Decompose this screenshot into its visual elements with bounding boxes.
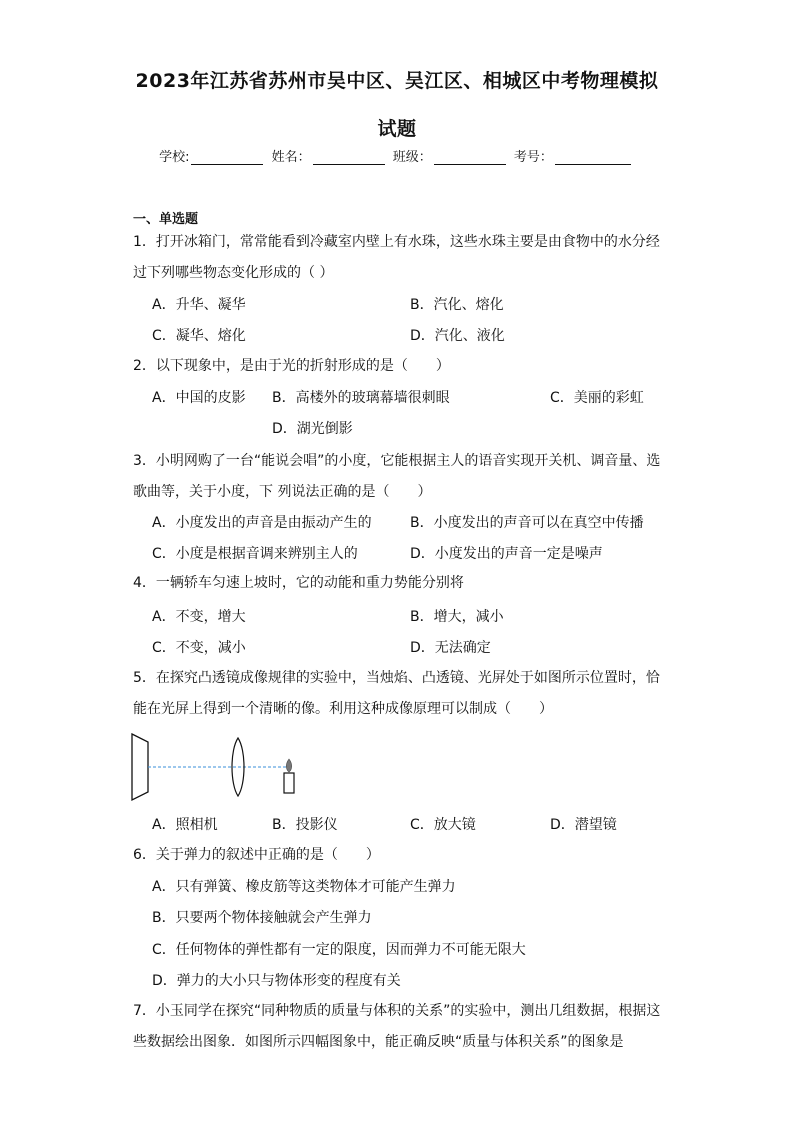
q4-option-d[interactable]: D．无法确定 [410, 640, 491, 656]
title-line-2: 试题 [377, 118, 417, 140]
question-5-stem: 5．在探究凸透镜成像规律的实验中，当烛焰、凸透镜、光屏处于如图所示位置时，恰能在光屏上得到一个清晰的像。利用这种成像原理可以制成（ ） [133, 670, 660, 717]
q2-option-b[interactable]: B．高楼外的玻璃幕墙很刺眼 [272, 390, 450, 406]
q5-option-b[interactable]: B．投影仪 [272, 817, 338, 833]
q5-option-a[interactable]: A．照相机 [152, 817, 218, 833]
student-info-row [0, 146, 794, 165]
school-blank[interactable] [191, 150, 263, 165]
question-3-stem: 3．小明网购了一台“能说会唱”的小度，它能根据主人的语音实现开关机、调音量、选歌曲等，关于小度，下 列说法正确的是（ ） [133, 453, 661, 500]
name-blank[interactable] [313, 150, 385, 165]
lens-experiment-figure [128, 728, 300, 802]
question-6-stem: 6．关于弹力的叙述中正确的是（ ） [133, 847, 380, 863]
q2-option-a[interactable]: A．中国的皮影 [152, 390, 246, 406]
number-blank[interactable] [555, 150, 631, 165]
q3-option-d[interactable]: D．小度发出的声音一定是噪声 [410, 546, 603, 562]
q3-option-a[interactable]: A．小度发出的声音是由振动产生的 [152, 515, 372, 531]
q6-option-d[interactable]: D．弹力的大小只与物体形变的程度有关 [152, 973, 401, 989]
q4-option-a[interactable]: A．不变，增大 [152, 609, 246, 625]
question-7-stem: 7．小玉同学在探究“同种物质的质量与体积的关系”的实验中，测出几组数据，根据这些数据绘出图象．如图所示四幅图象中，能正确反映“质量与体积关系”的图象是 [133, 1003, 661, 1050]
q3-option-b[interactable]: B．小度发出的声音可以在真空中传播 [410, 515, 644, 531]
q1-option-c[interactable]: C．凝华、熔化 [152, 328, 246, 344]
q3-option-c[interactable]: C．小度是根据音调来辨别主人的 [152, 546, 358, 562]
title-line-1: 2023年江苏省苏州市吴中区、吴江区、相城区中考物理模拟 [135, 70, 659, 92]
q6-option-a[interactable]: A．只有弹簧、橡皮筋等这类物体才可能产生弹力 [152, 879, 456, 895]
candle-flame [286, 759, 291, 772]
q5-option-d[interactable]: D．潜望镜 [550, 817, 617, 833]
q4-option-b[interactable]: B．增大，减小 [410, 609, 504, 625]
question-2-stem: 2．以下现象中，是由于光的折射形成的是（ ） [133, 358, 450, 374]
candle [284, 773, 294, 793]
light-screen [132, 734, 148, 800]
q1-option-b[interactable]: B．汽化、熔化 [410, 297, 504, 313]
class-blank[interactable] [434, 150, 506, 165]
school-label: 学校: [159, 150, 190, 165]
q2-option-c[interactable]: C．美丽的彩虹 [550, 390, 644, 406]
section-heading: 一、单选题 [133, 212, 199, 227]
q6-option-c[interactable]: C．任何物体的弹性都有一定的限度，因而弹力不可能无限大 [152, 942, 526, 958]
q2-option-d[interactable]: D．湖光倒影 [272, 421, 353, 437]
q5-option-c[interactable]: C．放大镜 [410, 817, 476, 833]
question-1-stem: 1．打开冰箱门，常常能看到冷藏室内壁上有水珠，这些水珠主要是由食物中的水分经过下列哪些物态变化形成的（ ） [133, 234, 660, 281]
q1-option-d[interactable]: D．汽化、液化 [410, 328, 505, 344]
question-4-stem: 4．一辆轿车匀速上坡时，它的动能和重力势能分别将 [133, 575, 464, 591]
name-label: 姓名： [271, 150, 311, 165]
class-label: 班级： [392, 150, 432, 165]
q4-option-c[interactable]: C．不变，减小 [152, 640, 246, 656]
number-label: 考号： [513, 150, 553, 165]
q1-option-a[interactable]: A．升华、凝华 [152, 297, 246, 313]
q6-option-b[interactable]: B．只要两个物体接触就会产生弹力 [152, 910, 372, 926]
